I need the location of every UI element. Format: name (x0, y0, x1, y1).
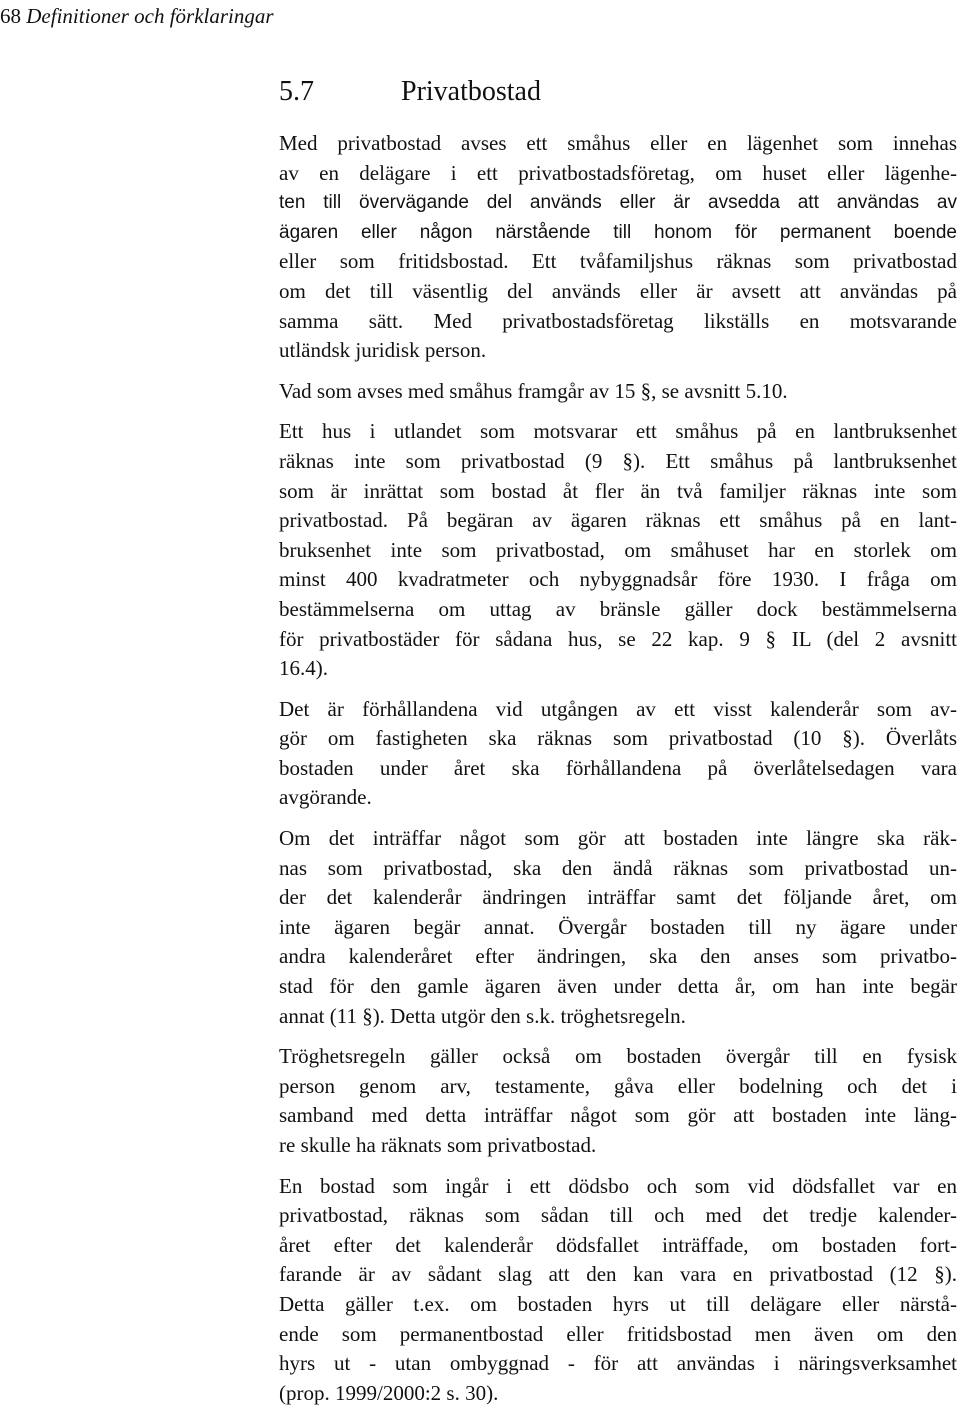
text-line: Detta gäller t.ex. om bostaden hyrs ut till delägare eller närstå- (279, 1291, 957, 1316)
text-line: Tröghetsregeln gäller också om bostaden övergår till en fysisk (279, 1044, 957, 1069)
text-line: re skulle ha räknats som privatbostad. (279, 1133, 597, 1157)
text-line: avgörande. (279, 785, 372, 810)
text-line: privatbostad, räknas som sådan till och med det tredje kalender- (279, 1203, 957, 1228)
text-line: gör om fastigheten ska räknas som privatbostad (10 §). Överlåts (279, 726, 957, 751)
section-number: 5.7 (279, 76, 314, 107)
paragraph (279, 824, 957, 1031)
text-line: för privatbostäder för sådana hus, se 22 kap. 9 § IL (del 2 avsnitt (279, 626, 957, 651)
running-title: Definitioner och förklaringar (26, 4, 274, 28)
text-line: person genom arv, testamente, gåva eller bodelning och det i (279, 1073, 957, 1098)
text-line: (prop. 1999/2000:2 s. 30). (279, 1380, 499, 1405)
text-line: om det till väsentlig del används eller är avsett att användas på (279, 278, 957, 303)
text-line: som är inrättat som bostad åt fler än två familjer räknas inte som (279, 478, 957, 503)
section-title: Privatbostad (401, 76, 541, 107)
paragraph (279, 1042, 957, 1160)
text-line: av en delägare i ett privatbostadsföretag, om huset eller lägenhe- (279, 160, 957, 185)
text-line: Ett hus i utlandet som motsvarar ett småhus på en lantbruksenhet (279, 419, 957, 444)
text-line: Det är förhållandena vid utgången av ett visst kalenderår som av- (279, 696, 957, 721)
text-line: samband med detta inträffar något som gör att bostaden inte läng- (279, 1103, 957, 1128)
text-line: Med privatbostad avses ett småhus eller en lägenhet som innehas (279, 131, 957, 155)
text-line: Vad som avses med småhus framgår av 15 §, se avsnitt 5.10. (279, 378, 788, 403)
paragraph (279, 129, 957, 366)
text-line: stad för den gamle ägaren även under detta år, om han inte begär (279, 974, 957, 999)
section-heading (279, 72, 541, 112)
text-line: 16.4). (279, 656, 328, 681)
text-line: hyrs ut - utan ombyggnad - för att användas i näringsverksamhet (279, 1351, 957, 1376)
text-line: ten till övervägande del används eller är avsedda att användas av (279, 192, 957, 214)
text-line: samma sätt. Med privatbostadsföretag likställs en motsvarande (279, 308, 957, 333)
text-line: nas som privatbostad, ska den ändå räknas som privatbostad un- (279, 855, 957, 880)
text-line: bostaden under året ska förhållandena på överlåtelsedagen vara (279, 755, 957, 780)
text-line: annat (11 §). Detta utgör den s.k. tröghetsregeln. (279, 1003, 686, 1028)
text-line: ende som permanentbostad eller fritidsbostad men även om den (279, 1321, 957, 1346)
text-line: året efter det kalenderår dödsfallet inträffade, om bostaden fort- (279, 1232, 957, 1257)
text-line: farande är av sådant slag att den kan vara en privatbostad (12 §). (279, 1262, 957, 1287)
text-line: eller som fritidsbostad. Ett tvåfamiljshus räknas som privatbostad (279, 249, 957, 274)
text-line: bestämmelserna om uttag av bränsle gäller dock bestämmelserna (279, 596, 957, 621)
text-line: der det kalenderår ändringen inträffar samt det följande året, om (279, 885, 957, 910)
text-line: utländsk juridisk person. (279, 338, 487, 363)
running-head (0, 1, 274, 31)
text-line: minst 400 kvadratmeter och nybyggnadsår före 1930. I fråga om (279, 567, 957, 592)
text-line: ägaren eller någon närstående till honom för permanent boende (279, 221, 957, 243)
text-line: bruksenhet inte som privatbostad, om småhuset har en storlek om (279, 537, 957, 562)
text-line: Om det inträffar något som gör att bostaden inte längre ska räk- (279, 826, 957, 851)
paragraph (279, 1172, 957, 1409)
text-line: andra kalenderåret efter ändringen, ska den anses som privatbo- (279, 944, 957, 969)
text-line: inte ägaren begär annat. Övergår bostaden till ny ägare under (279, 914, 957, 939)
text-line: En bostad som ingår i ett dödsbo och som vid dödsfallet var en (279, 1173, 957, 1198)
paragraph (279, 377, 957, 407)
paragraph (279, 417, 957, 683)
page-number: 68 (0, 4, 21, 28)
body-text (279, 129, 957, 1419)
text-line: räknas inte som privatbostad (9 §). Ett småhus på lantbruksenhet (279, 448, 957, 473)
paragraph (279, 695, 957, 813)
text-line: privatbostad. På begäran av ägaren räknas ett småhus på en lant- (279, 508, 957, 533)
